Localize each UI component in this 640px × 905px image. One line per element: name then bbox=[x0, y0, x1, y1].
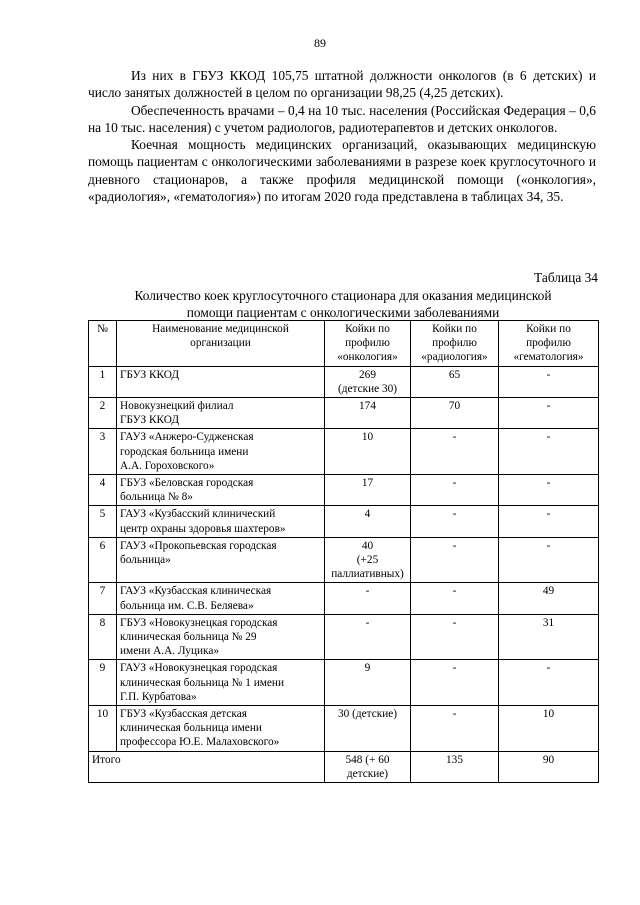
table-row bbox=[89, 706, 599, 752]
name-line: клиническая больница № 1 имени bbox=[120, 676, 284, 689]
row-num: 2 bbox=[89, 398, 117, 429]
name-line: ГАУЗ «Кузбасский клинический bbox=[120, 508, 276, 521]
total-label: Итого bbox=[89, 751, 325, 782]
row-radiology: 65 bbox=[411, 366, 499, 397]
row-num: 1 bbox=[89, 366, 117, 397]
text-line: разрезе коек круглосуточного и дневного стационаров, а также профиля bbox=[88, 154, 596, 187]
paragraph-bed-capacity bbox=[88, 136, 596, 205]
name-line: центр охраны здоровья шахтеров» bbox=[120, 522, 286, 535]
value-line: (детские 30) bbox=[337, 382, 398, 395]
row-hematology: - bbox=[499, 398, 599, 429]
row-hematology: 49 bbox=[499, 583, 599, 614]
value-line: - bbox=[365, 616, 370, 629]
row-name bbox=[117, 660, 325, 706]
value-line: (+25 bbox=[356, 554, 379, 567]
row-radiology: - bbox=[411, 475, 499, 506]
row-radiology: - bbox=[411, 429, 499, 475]
header-line: «онкология» bbox=[337, 351, 398, 364]
row-hematology: - bbox=[499, 660, 599, 706]
name-line: ГБУЗ ККОД bbox=[120, 368, 180, 381]
name-line: ГБУЗ «Кузбасская детская bbox=[120, 708, 247, 721]
row-oncology bbox=[325, 706, 411, 752]
table-title-line: помощи пациентам с онкологическими заболеваниями bbox=[186, 304, 500, 320]
row-radiology: - bbox=[411, 583, 499, 614]
header-line: Койки по bbox=[526, 323, 571, 335]
row-num: 10 bbox=[89, 706, 117, 752]
row-oncology bbox=[325, 660, 411, 706]
page-number: 89 bbox=[314, 36, 326, 50]
table-title-line: Количество коек круглосуточного стационара для оказания медицинской bbox=[134, 288, 552, 303]
name-line: ГАУЗ «Новокузнецкая городская bbox=[120, 662, 278, 675]
table-row bbox=[89, 429, 599, 475]
header-name bbox=[117, 321, 325, 367]
name-line: Г.П. Курбатова» bbox=[120, 690, 197, 703]
row-radiology: - bbox=[411, 706, 499, 752]
value-line: 40 bbox=[361, 539, 374, 552]
row-hematology: - bbox=[499, 475, 599, 506]
row-oncology bbox=[325, 583, 411, 614]
name-line: больница им. С.В. Беляева» bbox=[120, 599, 254, 612]
name-line: клиническая больница № 29 bbox=[120, 631, 257, 644]
header-name-line: Наименование медицинской bbox=[152, 323, 289, 335]
row-radiology: - bbox=[411, 537, 499, 583]
row-name bbox=[117, 614, 325, 660]
row-name bbox=[117, 506, 325, 537]
text-line: итогам 2020 года представлена в таблицах 34, 35. bbox=[281, 189, 564, 205]
row-oncology bbox=[325, 614, 411, 660]
table-title bbox=[88, 288, 598, 321]
table-row bbox=[89, 537, 599, 583]
header-line: «радиология» bbox=[421, 351, 488, 364]
header-num: № bbox=[89, 321, 117, 367]
beds-table bbox=[88, 320, 599, 783]
header-oncology bbox=[325, 321, 411, 367]
row-name bbox=[117, 475, 325, 506]
row-hematology: 31 bbox=[499, 614, 599, 660]
row-oncology bbox=[325, 429, 411, 475]
row-oncology bbox=[325, 537, 411, 583]
name-line: ГАУЗ «Кузбасская клиническая bbox=[120, 585, 272, 598]
row-num: 3 bbox=[89, 429, 117, 475]
text-line: и детских онкологов. bbox=[437, 119, 558, 135]
row-oncology bbox=[325, 506, 411, 537]
text-line: медицинской помощи («онкология», «радиология», «гематология») по bbox=[88, 171, 596, 205]
row-num: 6 bbox=[89, 537, 117, 583]
row-name bbox=[117, 583, 325, 614]
row-oncology bbox=[325, 475, 411, 506]
name-line: городская больница имени bbox=[120, 445, 249, 458]
table-row bbox=[89, 614, 599, 660]
header-radiology bbox=[411, 321, 499, 367]
text-line: (4,25 детских). bbox=[419, 85, 504, 101]
header-name-line: организации bbox=[190, 337, 251, 350]
value-line: 9 bbox=[364, 662, 371, 675]
table-row bbox=[89, 583, 599, 614]
row-radiology: - bbox=[411, 506, 499, 537]
row-num: 7 bbox=[89, 583, 117, 614]
name-line: Новокузнецкий филиал bbox=[120, 400, 234, 413]
header-line: профилю bbox=[432, 337, 477, 350]
name-line: профессора Ю.Е. Малаховского» bbox=[120, 736, 280, 749]
value-line: - bbox=[365, 585, 370, 598]
name-line: имени А.А. Луцика» bbox=[120, 645, 220, 658]
text-line: (в 6 детских) и число занятых должностей в целом по организации 98,25 bbox=[88, 68, 596, 101]
text-line: Федерация – 0,6 на 10 тыс. населения) с учетом радиологов, радиотерапевтов bbox=[88, 102, 596, 135]
total-radiology: 135 bbox=[411, 751, 499, 782]
name-line: больница» bbox=[120, 554, 171, 567]
table-header-row bbox=[89, 321, 599, 367]
row-num: 5 bbox=[89, 506, 117, 537]
name-line: ГБУЗ ККОД bbox=[120, 414, 180, 427]
table-row bbox=[89, 366, 599, 397]
row-num: 8 bbox=[89, 614, 117, 660]
table-row bbox=[89, 660, 599, 706]
row-radiology: - bbox=[411, 660, 499, 706]
value-line: детские) bbox=[346, 767, 389, 780]
value-line: 4 bbox=[364, 508, 371, 521]
row-name bbox=[117, 537, 325, 583]
row-oncology bbox=[325, 398, 411, 429]
header-line: профилю bbox=[526, 337, 571, 350]
row-num: 4 bbox=[89, 475, 117, 506]
text-line: медицинскую помощь пациентам с онкологическими заболеваниями в bbox=[88, 137, 596, 170]
text-line: Коечная мощность медицинских организаций, оказывающих bbox=[131, 137, 518, 153]
table-row bbox=[89, 475, 599, 506]
table-row bbox=[89, 398, 599, 429]
value-line: 10 bbox=[361, 431, 374, 444]
header-line: профилю bbox=[345, 337, 390, 350]
name-line: больница № 8» bbox=[120, 491, 193, 504]
text-line: Обеспеченность врачами – 0,4 на 10 тыс. населения (Российская bbox=[131, 102, 504, 118]
row-hematology: - bbox=[499, 429, 599, 475]
total-oncology bbox=[325, 751, 411, 782]
paragraph-doctor-supply bbox=[88, 102, 596, 137]
header-line: «гематология» bbox=[513, 351, 584, 364]
row-name bbox=[117, 429, 325, 475]
row-hematology: - bbox=[499, 506, 599, 537]
header-hematology bbox=[499, 321, 599, 367]
table-total-row bbox=[89, 751, 599, 782]
text-line: Из них в ГБУЗ ККОД 105,75 штатной должности онкологов bbox=[131, 68, 503, 83]
header-line: Койки по bbox=[432, 323, 477, 335]
table-row bbox=[89, 506, 599, 537]
table-caption: Таблица 34 bbox=[534, 270, 598, 285]
value-line: 174 bbox=[359, 400, 376, 413]
value-line: 269 bbox=[359, 368, 376, 381]
row-hematology: 10 bbox=[499, 706, 599, 752]
row-num: 9 bbox=[89, 660, 117, 706]
value-line: 548 (+ 60 bbox=[345, 753, 390, 766]
name-line: ГБУЗ «Беловская городская bbox=[120, 477, 254, 490]
name-line: А.А. Гороховского» bbox=[120, 459, 215, 472]
row-radiology: 70 bbox=[411, 398, 499, 429]
value-line: 30 (детские) bbox=[337, 708, 398, 721]
row-radiology: - bbox=[411, 614, 499, 660]
name-line: ГБУЗ «Новокузнецкая городская bbox=[120, 616, 278, 629]
value-line: паллиативных) bbox=[331, 568, 404, 581]
row-name bbox=[117, 398, 325, 429]
paragraph-staffing bbox=[88, 67, 596, 102]
row-hematology: - bbox=[499, 366, 599, 397]
row-name bbox=[117, 706, 325, 752]
name-line: клиническая больница имени bbox=[120, 722, 262, 735]
name-line: ГАУЗ «Анжеро-Судженская bbox=[120, 431, 254, 444]
header-line: Койки по bbox=[345, 323, 390, 335]
row-name bbox=[117, 366, 325, 397]
body-text bbox=[88, 67, 596, 205]
row-hematology: - bbox=[499, 537, 599, 583]
total-hematology: 90 bbox=[499, 751, 599, 782]
row-oncology bbox=[325, 366, 411, 397]
name-line: ГАУЗ «Прокопьевская городская bbox=[120, 539, 277, 552]
value-line: 17 bbox=[361, 477, 374, 490]
